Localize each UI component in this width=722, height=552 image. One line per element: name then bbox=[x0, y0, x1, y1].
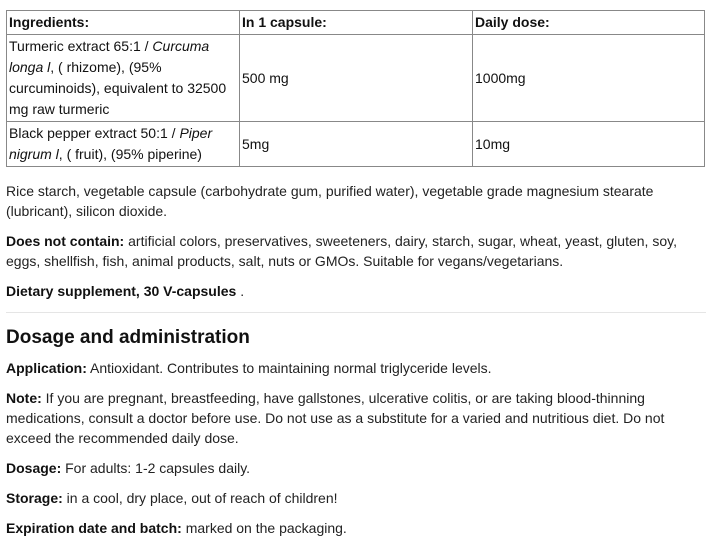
dosage bbox=[6, 458, 706, 478]
dosage-text: For adults: 1-2 capsules daily. bbox=[61, 460, 251, 476]
expiration bbox=[6, 518, 706, 538]
application-label: Application: bbox=[6, 360, 87, 376]
storage bbox=[6, 488, 706, 508]
ingredient-cell bbox=[7, 35, 240, 122]
ingredient-name: Turmeric extract 65:1 / bbox=[9, 38, 153, 54]
application-text: Antioxidant. Contributes to maintaining normal triglyceride levels. bbox=[86, 360, 492, 376]
ingredient-details: , ( fruit), (95% piperine) bbox=[58, 146, 202, 162]
ingredients-table bbox=[6, 10, 705, 167]
note-label: Note: bbox=[6, 390, 42, 406]
expiration-text: marked on the packaging. bbox=[181, 520, 347, 536]
supplement-info bbox=[6, 281, 706, 301]
ingredient-details: , ( rhizome), (95% curcuminoids), equivalent to 32500 mg raw turmeric bbox=[9, 59, 227, 117]
latin-name: Piper nigrum l bbox=[9, 125, 213, 162]
storage-text: in a cool, dry place, out of reach of children! bbox=[62, 490, 338, 506]
note bbox=[6, 388, 706, 448]
supplement-label: Dietary supplement, 30 V-capsules bbox=[6, 283, 237, 299]
product-description bbox=[6, 10, 706, 538]
does-not-contain-text: artificial colors, preservatives, sweeteners, dairy, starch, sugar, wheat, yeast, gluten, soy, eggs, shellfish, fish, animal products, salt, nuts or GMOs. Suitable for vegans/vegetarians. bbox=[6, 233, 677, 269]
ingredient-cell bbox=[7, 122, 240, 167]
header-per-capsule: In 1 capsule: bbox=[240, 11, 473, 35]
header-ingredients: Ingredients: bbox=[7, 11, 240, 35]
header-daily-dose: Daily dose: bbox=[473, 11, 705, 35]
section-divider bbox=[6, 312, 706, 313]
daily-dose-cell: 1000mg bbox=[473, 35, 705, 122]
does-not-contain-label: Does not contain: bbox=[6, 233, 125, 249]
application bbox=[6, 358, 706, 378]
per-capsule-cell: 5mg bbox=[240, 122, 473, 167]
other-ingredients: Rice starch, vegetable capsule (carbohydrate gum, purified water), vegetable grade magnesium stearate (lubricant), silicon dioxide. bbox=[6, 183, 654, 219]
note-text: If you are pregnant, breastfeeding, have gallstones, ulcerative colitis, or are taking blood-thinning medications, consult a doctor before use. Do not use as a substitute for a varied and nutritious diet. Do not exceed the recommended daily dose. bbox=[6, 390, 665, 446]
storage-label: Storage: bbox=[6, 490, 63, 506]
latin-name: Curcuma longa l bbox=[9, 38, 210, 75]
per-capsule-cell: 500 mg bbox=[240, 35, 473, 122]
ingredient-name: Black pepper extract 50:1 / bbox=[9, 125, 180, 141]
table-row bbox=[7, 35, 705, 122]
dosage-label: Dosage: bbox=[6, 460, 62, 476]
daily-dose-cell: 10mg bbox=[473, 122, 705, 167]
supplement-suffix: . bbox=[236, 283, 245, 299]
table-row bbox=[7, 122, 705, 167]
table-header-row bbox=[7, 11, 705, 35]
does-not-contain bbox=[6, 231, 706, 271]
section-title: Dosage and administration bbox=[6, 327, 250, 348]
expiration-label: Expiration date and batch: bbox=[6, 520, 182, 536]
